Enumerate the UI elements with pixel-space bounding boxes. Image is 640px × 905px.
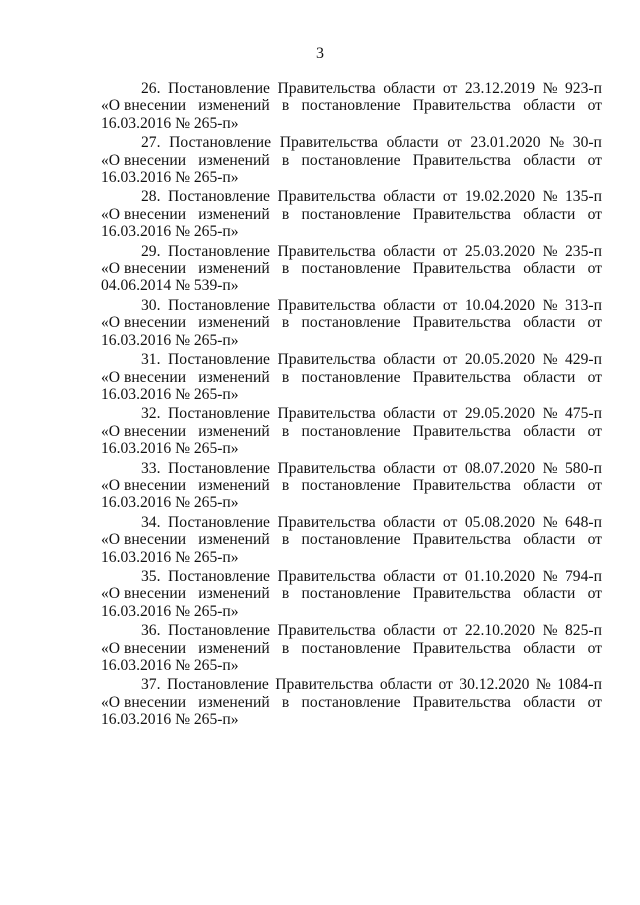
resolution-word: области xyxy=(523,422,576,440)
resolution-word: постановление xyxy=(301,639,401,657)
resolution-word: 30-п xyxy=(572,134,602,152)
resolution-subject-line xyxy=(101,531,602,548)
resolution-word: в xyxy=(281,476,290,494)
resolution-word: области xyxy=(383,622,436,640)
resolution-item xyxy=(101,405,602,457)
resolution-word: 25.03.2020 xyxy=(464,242,536,260)
resolution-word: области xyxy=(523,151,576,169)
resolution-word: изменений xyxy=(198,531,270,549)
resolution-subject-line xyxy=(101,369,602,386)
resolution-word: Постановление xyxy=(169,134,272,152)
resolution-title-line xyxy=(101,514,602,531)
resolution-word: 475-п xyxy=(565,405,602,423)
resolution-word: области xyxy=(523,314,576,332)
resolution-word: от xyxy=(587,476,602,494)
resolution-reference-line: 16.03.2016 № 265-п» xyxy=(101,494,239,512)
resolution-title-line xyxy=(101,676,602,693)
resolution-word: постановление xyxy=(301,151,401,169)
resolution-word: Правительства xyxy=(277,567,376,585)
resolution-word: Постановление xyxy=(168,242,270,260)
resolution-word: от xyxy=(587,260,602,278)
resolution-word: изменений xyxy=(198,639,270,657)
resolution-word: «О внесении xyxy=(101,476,187,494)
resolution-word: изменений xyxy=(198,422,270,440)
resolution-word: от xyxy=(442,242,458,260)
resolution-word: области xyxy=(383,188,436,206)
resolution-word: 29. xyxy=(141,242,161,260)
resolution-word: «О внесении xyxy=(101,97,187,115)
resolution-word: в xyxy=(281,531,290,549)
resolution-word: области xyxy=(523,476,576,494)
resolution-word: 313-п xyxy=(565,296,602,314)
resolution-reference-line: 16.03.2016 № 265-п» xyxy=(101,114,239,132)
resolution-word: от xyxy=(442,296,458,314)
resolution-word: постановление xyxy=(301,585,401,603)
resolution-title-line xyxy=(101,243,602,260)
resolution-subject-line xyxy=(101,314,602,331)
resolution-word: «О внесении xyxy=(101,639,187,657)
resolution-word: 825-п xyxy=(565,622,602,640)
resolution-word: Постановление xyxy=(168,188,270,206)
resolution-word: Постановление xyxy=(168,296,270,314)
resolution-word: изменений xyxy=(198,368,270,386)
resolution-word: изменений xyxy=(198,97,270,115)
resolution-word: области xyxy=(523,531,576,549)
resolution-word: изменений xyxy=(198,151,270,169)
resolution-title-line xyxy=(101,568,602,585)
resolution-word: от xyxy=(442,459,458,477)
resolution-word: от xyxy=(587,693,602,711)
resolution-word: 30. xyxy=(141,296,161,314)
resolution-word: от xyxy=(442,188,458,206)
resolution-word: № xyxy=(542,405,558,423)
resolution-word: изменений xyxy=(198,693,270,711)
resolution-word: изменений xyxy=(198,314,270,332)
resolution-word: в xyxy=(281,693,290,711)
resolution-word: 29.05.2020 xyxy=(464,405,536,423)
resolution-word: области xyxy=(383,296,436,314)
resolution-word: № xyxy=(542,459,558,477)
resolution-word: постановление xyxy=(301,368,401,386)
resolution-word: области xyxy=(383,567,436,585)
resolution-word: 34. xyxy=(141,513,161,531)
resolution-word: от xyxy=(587,205,602,223)
resolution-word: изменений xyxy=(198,205,270,223)
resolution-word: «О внесении xyxy=(101,205,187,223)
resolution-word: области xyxy=(523,205,576,223)
resolution-item xyxy=(101,134,602,186)
resolution-word: 33. xyxy=(141,459,161,477)
resolution-word: Правительства xyxy=(277,459,376,477)
resolution-word: постановление xyxy=(301,260,401,278)
resolution-item xyxy=(101,622,602,674)
resolution-word: Правительства xyxy=(412,476,511,494)
resolution-word: Правительства xyxy=(412,639,511,657)
resolution-word: Правительства xyxy=(277,513,376,531)
resolution-word: области xyxy=(383,513,436,531)
resolution-word: Правительства xyxy=(277,242,376,260)
resolution-word: области xyxy=(523,585,576,603)
resolution-reference-line: 16.03.2016 № 265-п» xyxy=(101,440,239,458)
resolution-word: области xyxy=(386,134,439,152)
resolution-title-line xyxy=(101,351,602,368)
resolution-word: 1084-п xyxy=(557,676,602,694)
resolution-word: в xyxy=(281,151,290,169)
resolution-word: от xyxy=(442,351,458,369)
resolution-word: постановление xyxy=(301,422,401,440)
resolution-item xyxy=(101,460,602,512)
resolution-word: от xyxy=(587,639,602,657)
resolution-word: «О внесении xyxy=(101,368,187,386)
resolution-word: от xyxy=(587,314,602,332)
resolution-item xyxy=(101,188,602,240)
resolution-subject-line xyxy=(101,477,602,494)
resolution-word: от xyxy=(587,531,602,549)
resolution-subject-line xyxy=(101,152,602,169)
resolution-word: 23.12.2019 xyxy=(464,80,536,97)
resolution-word: 10.04.2020 xyxy=(464,296,536,314)
resolution-word: Постановление xyxy=(168,405,270,423)
resolution-word: от xyxy=(587,422,602,440)
resolution-word: № xyxy=(549,134,565,152)
resolution-word: 23.01.2020 xyxy=(470,134,541,152)
resolution-word: в xyxy=(281,422,290,440)
resolution-word: Постановление xyxy=(166,676,269,694)
resolution-word: № xyxy=(542,242,558,260)
resolution-word: «О внесении xyxy=(101,693,187,711)
resolution-word: 30.12.2020 xyxy=(459,676,530,694)
resolution-word: от xyxy=(587,151,602,169)
resolution-title-line xyxy=(101,622,602,639)
resolution-word: 27. xyxy=(141,134,161,152)
resolution-word: области xyxy=(383,459,436,477)
resolution-word: Правительства xyxy=(277,622,376,640)
resolution-word: области xyxy=(379,676,433,694)
resolution-subject-line xyxy=(101,260,602,277)
resolution-reference-line: 16.03.2016 № 265-п» xyxy=(101,169,239,187)
resolution-word: «О внесении xyxy=(101,260,187,278)
resolution-item xyxy=(101,676,602,728)
resolution-word: № xyxy=(535,676,551,694)
resolution-word: № xyxy=(542,80,558,97)
resolution-title-line xyxy=(101,405,602,422)
resolution-subject-line xyxy=(101,694,602,711)
resolution-word: от xyxy=(442,80,458,97)
resolution-word: 28. xyxy=(141,188,161,206)
resolution-word: от xyxy=(587,97,602,115)
resolution-word: № xyxy=(542,622,558,640)
resolution-word: № xyxy=(542,351,558,369)
resolution-word: Правительства xyxy=(412,693,511,711)
resolution-reference-line: 16.03.2016 № 265-п» xyxy=(101,548,239,566)
resolution-word: № xyxy=(542,513,558,531)
resolution-word: № xyxy=(542,188,558,206)
resolution-word: области xyxy=(523,368,576,386)
resolution-word: 580-п xyxy=(565,459,602,477)
resolution-word: в xyxy=(281,314,290,332)
resolution-reference-line: 04.06.2014 № 539-п» xyxy=(101,277,239,295)
resolution-word: Правительства xyxy=(277,188,376,206)
resolution-word: 22.10.2020 xyxy=(464,622,536,640)
resolution-word: Постановление xyxy=(168,351,270,369)
resolution-word: области xyxy=(383,80,436,97)
resolution-word: 26. xyxy=(141,80,161,97)
resolution-word: в xyxy=(281,368,290,386)
resolution-item xyxy=(101,568,602,620)
resolution-word: области xyxy=(383,351,436,369)
resolution-reference-line: 16.03.2016 № 265-п» xyxy=(101,657,239,674)
resolution-word: от xyxy=(587,585,602,603)
resolution-word: 19.02.2020 xyxy=(464,188,536,206)
resolution-word: постановление xyxy=(301,314,401,332)
resolution-reference-line: 16.03.2016 № 265-п» xyxy=(101,223,239,241)
resolution-word: от xyxy=(442,622,458,640)
resolution-word: от xyxy=(442,513,458,531)
resolution-word: Правительства xyxy=(412,151,511,169)
resolution-word: 01.10.2020 xyxy=(464,567,536,585)
resolution-word: 32. xyxy=(141,405,161,423)
resolution-reference-line: 16.03.2016 № 265-п» xyxy=(101,385,239,403)
resolution-word: 135-п xyxy=(565,188,602,206)
resolution-word: постановление xyxy=(301,531,401,549)
resolution-word: области xyxy=(523,693,576,711)
resolution-word: области xyxy=(383,242,436,260)
resolution-word: области xyxy=(523,639,576,657)
resolution-word: изменений xyxy=(198,260,270,278)
resolution-word: Правительства xyxy=(277,296,376,314)
resolution-subject-line xyxy=(101,585,602,602)
resolution-word: 648-п xyxy=(565,513,602,531)
resolution-word: 429-п xyxy=(565,351,602,369)
resolution-word: «О внесении xyxy=(101,151,187,169)
resolution-word: 37. xyxy=(141,676,161,694)
resolution-word: «О внесении xyxy=(101,585,187,603)
resolution-word: постановление xyxy=(301,97,401,115)
resolution-word: 794-п xyxy=(565,567,602,585)
resolution-word: 235-п xyxy=(565,242,602,260)
resolution-title-line xyxy=(101,188,602,205)
resolution-word: Правительства xyxy=(277,351,376,369)
resolution-title-line xyxy=(101,134,602,151)
resolution-subject-line xyxy=(101,97,602,114)
resolution-word: № xyxy=(542,567,558,585)
resolution-word: 08.07.2020 xyxy=(464,459,536,477)
resolution-word: Правительства xyxy=(412,205,511,223)
resolution-word: изменений xyxy=(198,585,270,603)
resolution-word: области xyxy=(383,405,436,423)
resolution-word: Правительства xyxy=(412,422,511,440)
resolution-word: Правительства xyxy=(279,134,378,152)
resolution-word: 35. xyxy=(141,567,161,585)
resolution-word: Правительства xyxy=(412,585,511,603)
page-number: 3 xyxy=(316,45,324,62)
resolution-word: области xyxy=(523,97,576,115)
resolutions-list xyxy=(101,80,602,731)
resolution-word: № xyxy=(542,296,558,314)
resolution-subject-line xyxy=(101,206,602,223)
resolution-subject-line xyxy=(101,423,602,440)
resolution-word: постановление xyxy=(301,476,401,494)
resolution-word: 20.05.2020 xyxy=(464,351,536,369)
resolution-reference-line: 16.03.2016 № 265-п» xyxy=(101,331,239,349)
resolution-word: Постановление xyxy=(168,80,270,97)
resolution-subject-line xyxy=(101,640,602,657)
resolution-word: Правительства xyxy=(275,676,374,694)
resolution-item xyxy=(101,297,602,349)
resolution-word: в xyxy=(281,97,290,115)
resolution-title-line xyxy=(101,460,602,477)
resolution-word: Правительства xyxy=(412,260,511,278)
resolution-word: в xyxy=(281,205,290,223)
resolution-word: Постановление xyxy=(168,513,270,531)
resolution-word: Постановление xyxy=(168,567,270,585)
resolution-reference-line: 16.03.2016 № 265-п» xyxy=(101,602,239,620)
resolution-word: Правительства xyxy=(412,314,511,332)
resolution-word: 31. xyxy=(141,351,161,369)
resolution-word: 36. xyxy=(141,622,161,640)
resolution-word: области xyxy=(523,260,576,278)
resolution-word: 923-п xyxy=(565,80,602,97)
resolution-word: Постановление xyxy=(168,622,270,640)
resolution-title-line xyxy=(101,80,602,97)
resolution-word: от xyxy=(442,405,458,423)
resolution-word: постановление xyxy=(301,205,401,223)
resolution-word: от xyxy=(587,368,602,386)
resolution-item xyxy=(101,243,602,295)
resolution-word: изменений xyxy=(198,476,270,494)
resolution-word: Правительства xyxy=(412,531,511,549)
resolution-word: Постановление xyxy=(168,459,270,477)
resolution-word: от xyxy=(438,676,453,694)
resolution-word: Правительства xyxy=(412,97,511,115)
resolution-word: 05.08.2020 xyxy=(464,513,536,531)
resolution-word: Правительства xyxy=(277,405,376,423)
resolution-title-line xyxy=(101,297,602,314)
resolution-word: от xyxy=(442,567,458,585)
resolution-word: «О внесении xyxy=(101,531,187,549)
resolution-word: в xyxy=(281,639,290,657)
resolution-item xyxy=(101,80,602,132)
resolution-word: «О внесении xyxy=(101,314,187,332)
resolution-word: Правительства xyxy=(412,368,511,386)
resolution-word: от xyxy=(447,134,462,152)
resolution-item xyxy=(101,514,602,566)
resolution-word: «О внесении xyxy=(101,422,187,440)
resolution-reference-line: 16.03.2016 № 265-п» xyxy=(101,711,239,729)
resolution-word: Правительства xyxy=(277,80,376,97)
resolution-word: постановление xyxy=(301,693,401,711)
resolution-word: в xyxy=(281,585,290,603)
resolution-word: в xyxy=(281,260,290,278)
resolution-item xyxy=(101,351,602,403)
